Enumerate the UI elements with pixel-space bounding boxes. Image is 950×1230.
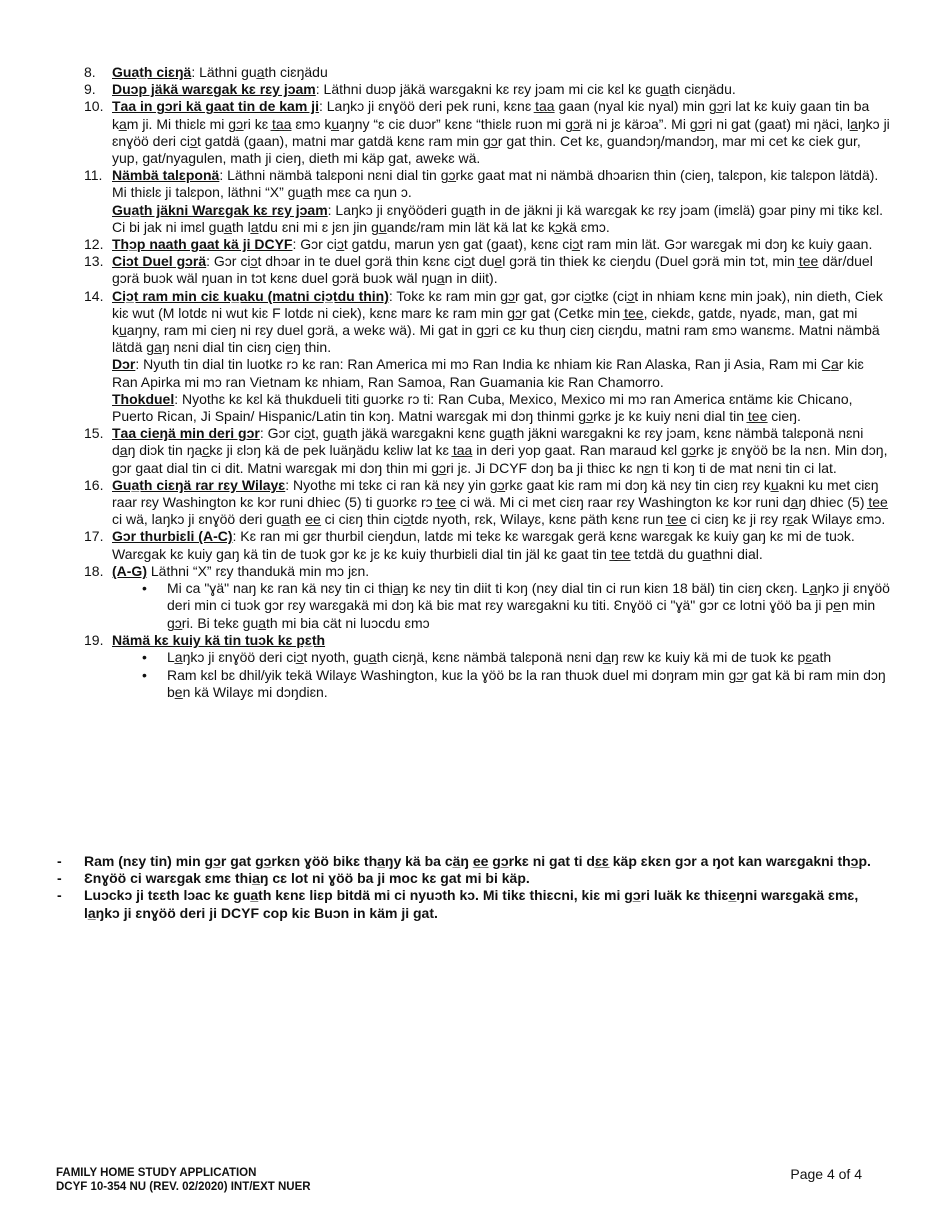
item-colon: : [388,287,393,304]
note-item [0,870,950,887]
item-subheading: Gua̲th jäkni Warɛgak kɛ rɛy jɔam [112,201,328,218]
item-text: Gɔr ciɔ̲t, gua̲th jäkä warɛgakni kɛnɛ gua̲th jäkni warɛgakni kɛ rɛy jɔam, kɛnɛ nämbä talɛponä nɛni da̲ŋ diɔk tin ŋac̲kɛ ji ɛlɔŋ kä de pek luäŋädu kɛliw lat kɛ t̲a̲a̲ in deri yop gaat. Ran maraud kɛl gɔ̲rkɛ jɛ ɛnɣöö bɛ la nɛn. Min dɔŋ, gɔr gaat dial tin ci dit. Matni warɛgak mi dɔŋ thin mi gɔ̲ri jɛ. Ji DCYF dɔŋ ba ji thiɛc kɛ nɛ̲n ti kɔŋ ti de mat nɛni tin ci lat. [112,425,888,476]
item-number: 9. [84,81,96,98]
item-paragraph [112,64,890,81]
item-colon: : [135,356,140,373]
note-item [0,853,950,870]
item-text: Läthni duɔp jäkä warɛgakni kɛ rɛy jɔam mi ciɛ kɛl kɛ gua̲th ciɛŋädu. [319,81,736,98]
list-item [0,288,950,426]
bullet-icon: • [142,667,147,684]
item-number: 8. [84,64,96,80]
numbered-list [0,64,950,702]
notes-list [0,853,950,922]
item-paragraph [112,167,890,201]
item-colon: : [259,425,264,442]
item-text: Kɛ ran mi gɛr thurbil cieŋdun, latdɛ mi tekɛ kɛ warɛgak gerä kɛnɛ warɛgak kɛ kuiy gaŋ kɛ mi de tuɔk. Warɛgak kɛ kuiy gaŋ kä tin de tuɔk gɔr kɛ jɛ kɛ kuiy thurbiɛli dial tin jäl kɛ gaat tin t̲e̲e̲ tɛtdä du gua̲thni dial. [112,528,855,562]
item-number: 16. [84,476,104,493]
item-heading: T̲a̲a̲ cieŋä min deri gɔ̲r [112,425,260,442]
item-number: 15. [84,425,104,442]
bullet-list [112,649,890,702]
item-colon: : [315,81,320,98]
item-colon: : [318,98,323,115]
list-item [0,236,950,253]
item-colon: : [174,390,179,407]
item-number: 10. [84,98,104,115]
note-text: Ɛnɣöö ci warɛgak ɛmɛ thia̲ŋ cɛ lot ni ɣöö ba ji moc kɛ gat mi bi käp. [84,870,530,887]
item-subtext: Nyothɛ kɛ kɛl kä thukdueli titi guɔrkɛ rɔ ti: Ran Cuba, Mexico, Mexico mi mɔ ran America ɛntämɛ kiɛ Chicano, Puerto Rican, Ji Spain/ Hispanic/Latin tin kɔŋ. Matni warɛgak mi dɔŋ thinmi gɔ̲rkɛ jɛ kɛ kuiy nɛni dial tin t̲e̲e̲ cieŋ. [112,390,853,425]
list-item [0,425,950,477]
item-text: Laŋkɔ ji ɛnɣöö deri pek runi, kɛnɛ t̲a̲a̲ gaan (nyal kiɛ nyal) min gɔ̲ri lat kɛ kuiy gaan tin ba ka̲m ji. Mi thiɛlɛ mi gɔ̲ri kɛ t̲a̲a̲ ɛmɔ ku̲aŋny “ɛ ciɛ duɔr” kɛnɛ “thiɛlɛ ruɔn mi gɔ̲rä ni jɛ kärɔa”. Mi gɔ̲ri ni gat (gaat) mi ŋäci, la̲ŋkɔ ji ɛnɣöö deri ciɔ̲t gatdä (gaan), matni mar gatdä kɛnɛ ram min gɔ̲r gat thin. Cet kɛ, guandɔŋ/mandɔŋ, mar mi cet kɛ ciek gur, yup, gat/nyagulen, math ji cieŋ, dieth mi käp gat, awekɛ wä. [112,98,890,167]
item-text: Läthni “X” rɛy thandukä min mɔ jɛn. [147,562,370,579]
bullet-item [112,667,890,701]
item-heading: Nämä kɛ kuiy kä tin tuɔk kɛ pɛ̲th [112,631,326,648]
bullet-text: Ram kɛl bɛ dhil/yik tekä Wilayɛ Washington, kuɛ la ɣöö bɛ la ran thuɔk duel mi dɔŋram min gɔ̲r gat kä bi ram min dɔŋ be̲n kä Wilayɛ mi dɔŋdiɛn. [167,667,886,701]
item-subtext: Nyuth tin dial tin luotkɛ rɔ kɛ ran: Ran America mi mɔ Ran India kɛ nhiam kiɛ Ran Alaska, Ran ji Asia, Ram mi C̲a̲r kiɛ Ran Apirka mi mɔ ran Vietnam kɛ nhiam, Ran Samoa, Ran Guamania kiɛ Ran Chamorro. [112,356,864,390]
item-paragraph [112,236,890,253]
item-paragraph [112,288,890,357]
list-item [0,167,950,236]
item-heading: Guat̲h ciɛŋä [112,64,192,80]
footer-form-info [56,1166,311,1194]
item-heading: Nämbä talɛponä [112,167,220,184]
item-paragraph [112,425,890,477]
list-item [0,563,950,632]
item-number: 17. [84,528,104,545]
item-subparagraph [112,202,890,236]
item-number: 14. [84,287,104,304]
bullet-text: La̲ŋkɔ ji ɛnɣöö deri ciɔ̲t nyoth, gua̲th ciɛŋä, kɛnɛ nämbä talɛponä nɛni da̲ŋ rɛw kɛ kuiy kä mi de tuɔk kɛ pɛ̲ath [167,648,832,665]
item-paragraph [112,632,890,649]
item-text: Tokɛ kɛ ram min gɔ̲r gat, gɔr ciɔ̲tkɛ (ciɔ̲t in nhiam kɛnɛ min jɔak), nin dieth, Ciek kiɛ wut (M lotdɛ ni wut kiɛ F lotdɛ ni ciek), kɛnɛ marɛ kɛ ram min gɔ̲r gat (Cetkɛ min t̲e̲e̲, ciekdɛ, gatdɛ, nyadɛ, man, gat mi ku̲aŋny, ram mi cieŋ ni rɛy duel gɔrä, a wekɛ wä). Mi gat in gɔ̲ri cɛ ku thuŋ ciɛŋ ciɛŋdu, matni ram ɛmɔ wanɛmɛ. Matni nämbä lätdä ga̲ŋ nɛni dial tin ciɛŋ cie̲ŋ thin. [112,287,883,356]
item-text: Gɔr ciɔ̲t gatdu, marun yɛn gat (gaat), kɛnɛ ciɔ̲t ram min lät. Gɔr warɛgak mi dɔŋ kɛ kuiy gaan. [296,236,873,253]
item-heading: Gɔ̲r thurbiɛli (A-C) [112,528,233,545]
note-text: Ram (nɛy tin) min gɔ̲r gat gɔ̲rkɛn ɣöö bikɛ tha̲ŋy kä ba cä̲ŋ e̲e̲ gɔ̲rkɛ ni gat ti dɛ̲ɛ̲ käp ɛkɛn gɔr a ŋot kan warɛgakni thɔ̲p. [84,853,871,869]
item-heading: Gua̲th ciɛŋä rar rɛy Wilayɛ [112,476,286,493]
item-text: Läthni nämbä talɛponi nɛni dial tin gɔ̲rkɛ gaat mat ni nämbä dhɔariɛn thin (cieŋ, talɛpon, kiɛ talɛpon lätdä). Mi thiɛlɛ ji talɛpon, läthni “X” gua̲th mɛɛ ca ŋun ɔ. [112,167,879,201]
item-number: 11. [84,167,103,184]
item-number: 18. [84,562,104,579]
item-colon: : [191,64,196,80]
item-heading: T̲a̲a̲ in gɔ̲ri kä gaat tin de kam ji [112,98,319,115]
bullet-item [112,580,890,632]
item-subparagraph [112,356,890,390]
dash-icon: - [57,870,62,887]
item-number: 19. [84,631,104,648]
item-heading: (A-G) [112,562,147,579]
list-item [0,477,950,529]
item-paragraph [112,528,890,562]
item-text: Nyothɛ mi tɛkɛ ci ran kä nɛy yin gɔ̲rkɛ gaat kiɛ ram mi dɔŋ kä nɛy tin ciɛŋ rɛy ku̲akni ku met ciɛŋ raar rɛy Washington kɛ kɔr runi dhiec (5) ti guɔrkɛ rɔ t̲e̲e̲ ci wä. Mi ci met ciɛŋ raar rɛy Washington kɛ kɔr runi da̲ŋ dhiec (5) t̲e̲e̲ ci wä, laŋkɔ ji ɛnɣöö deri gua̲th e̲e̲ ci ciɛŋ thin ciɔ̲tdɛ nyoth, rɛk, Wilayɛ, kɛnɛ päth kɛnɛ run t̲e̲e̲ ci ciɛŋ kɛ ji rɛy rɛ̲ak Wilayɛ ɛmɔ. [112,476,888,528]
item-heading: Ciɔ̲t Duel gɔrä [112,253,207,270]
note-text: Luɔckɔ ji tɛɛth lɔac kɛ gua̲th kɛnɛ liɛp bitdä mi ci nyuɔth kɔ. Mi tikɛ thiɛcni, kiɛ mi gɔ̲ri luäk kɛ thiɛe̲ŋni warɛgakä ɛmɛ, la̲ŋkɔ ji ɛnɣöö deri ji DCYF cop kiɛ Buɔn in käm ji gat. [84,887,859,921]
item-subparagraph [112,391,890,425]
list-item [0,253,950,287]
item-colon: : [219,167,224,184]
item-colon: : [292,236,297,253]
item-paragraph [112,81,890,98]
list-item [0,64,950,81]
item-colon: : [232,528,237,545]
item-heading: Ciɔ̲t ram min ciɛ ku̲aku (matni ciɔ̲tdu thin) [112,287,389,304]
bullet-icon: • [142,580,147,597]
item-number: 13. [84,253,104,270]
item-paragraph [112,563,890,580]
item-paragraph [112,253,890,287]
list-item [0,81,950,98]
item-colon: : [206,253,211,270]
item-text: Gɔr ciɔ̲t dhɔar in te duel gɔrä thin kɛnɛ ciɔ̲t due̲l gɔrä tin thiek kɛ cieŋdu (Duel gɔrä min tɔt, min t̲e̲e̲ där/duel gɔrä buɔk wäl ŋuan in tɔt kɛnɛ duel gɔrä buɔk wäl ŋua̲n in diit). [112,253,873,287]
page-number: Page 4 of 4 [790,1166,862,1182]
item-paragraph [112,98,890,167]
item-colon: : [327,201,332,218]
dash-icon: - [57,853,62,869]
item-paragraph [112,477,890,529]
note-item [0,887,950,921]
bullet-icon: • [142,648,147,665]
list-item [0,98,950,167]
form-title: FAMILY HOME STUDY APPLICATION [56,1167,257,1179]
item-text: Läthni gua̲th ciɛŋädu [195,64,328,80]
item-heading: Duɔp jäkä warɛgak kɛ rɛy jɔam [112,81,316,98]
bullet-list [112,580,890,632]
item-subheading: Dɔ̲r [112,356,136,373]
list-item [0,632,950,702]
form-code: DCYF 10-354 NU (REV. 02/2020) INT/EXT NUER [56,1181,311,1193]
dash-icon: - [57,887,62,904]
item-subheading: Thokduel [112,390,175,407]
bullet-text: Mi ca "ɣä" naŋ kɛ ran kä nɛy tin ci thia̲ŋ kɛ nɛy tin diit ti kɔŋ (nɛy dial tin ci run kiɛn 18 bäl) tin ciɛŋ ckɛŋ. La̲ŋkɔ ji ɛnɣöö deri min ci tuɔk gɔr rɛy warɛgakä mi dɔŋ kä biɛ mat rɛy warɛgakni ku titi. Ɛnɣöö ci "ɣä" gɔr cɛ lotni ɣöö ba ji pe̲n min gɔ̲ri. Bi tekɛ gua̲th mi bia cät ni luɔcdu ɛmɔ [167,580,890,631]
item-heading: Thɔ̲p naath gaat kä ji DCYF [112,236,293,253]
item-subtext: Laŋkɔ ji ɛnɣööderi gua̲th in de jäkni ji kä warɛgak kɛ rɛy jɔam (imɛlä) gɔar piny mi tikɛ kɛl. Ci bi jak ni imɛl gua̲th la̲tdu ɛni mi ɛ jɛn jin gu̲andɛ/ram min lät kä lat kɛ kɔ̲kä ɛmɔ. [112,201,884,235]
bullet-item [112,649,890,666]
item-number: 12. [84,236,104,253]
list-item [0,528,950,562]
item-colon: : [285,476,290,493]
